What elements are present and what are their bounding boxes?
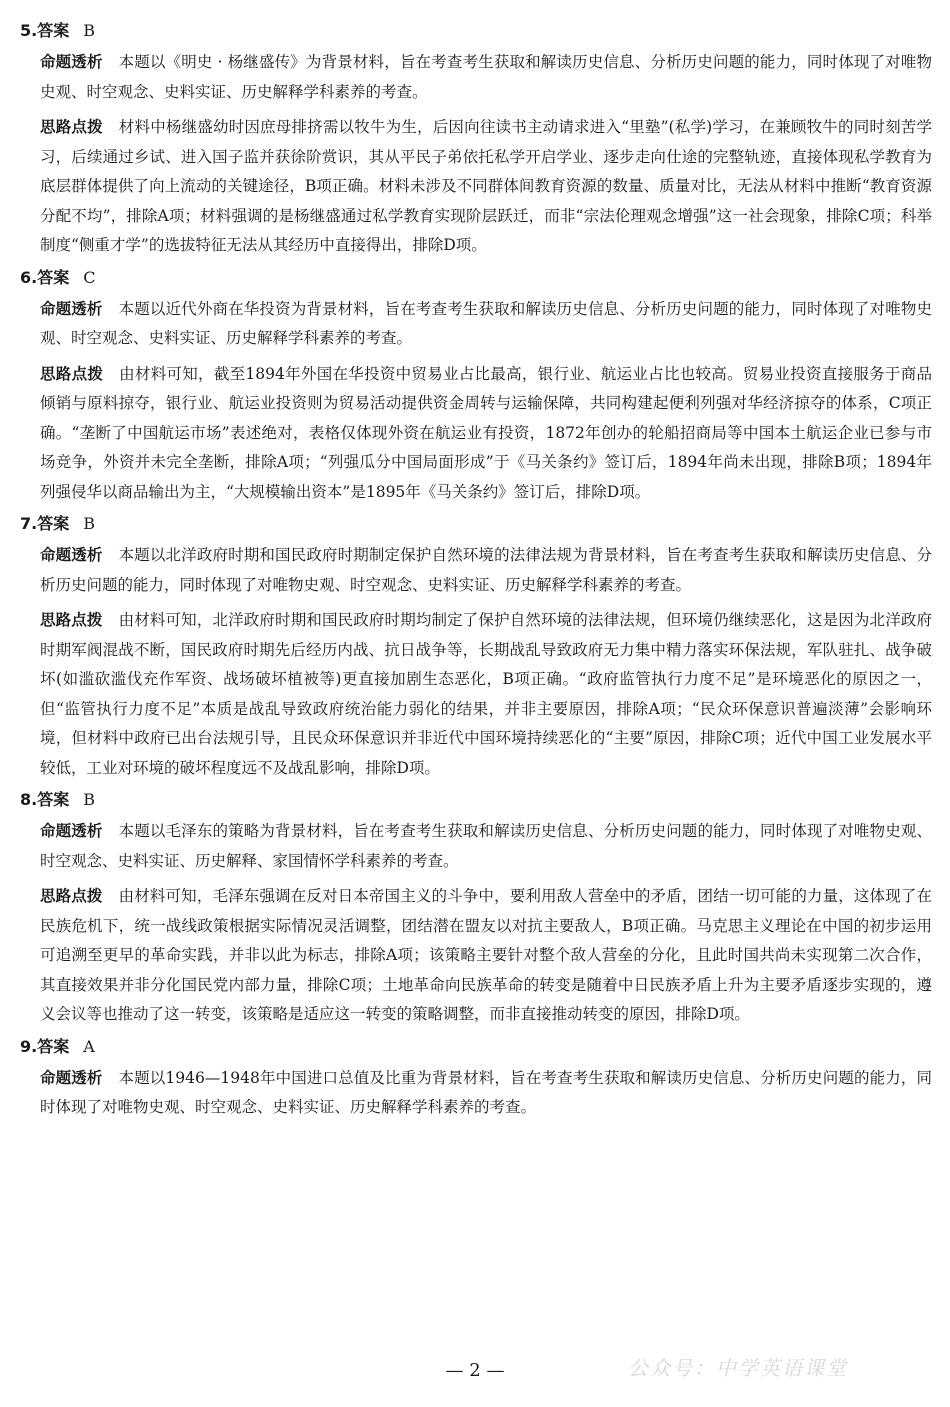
question-8 bbox=[20, 789, 932, 1030]
answer-label: 答案 bbox=[37, 267, 70, 287]
hint-paragraph bbox=[20, 113, 932, 261]
hint-label: 思路点拨 bbox=[40, 118, 103, 136]
hint-text: 由材料可知，截至1894年外国在华投资中贸易业占比最高，银行业、航运业占比也较高。贸易业投资直接服务于商品倾销与原料掠夺，银行业、航运业投资则为贸易活动提供资金周转与运输保障，共同构建起便利列强对华经济掠夺的体系，C项正确。“垄断了中国航运市场”表述绝对，表格仅体现外资在航运业有投资，1872年创办的轮船招商局等中国本土航运企业已参与市场竞争，外资并未完全垄断，排除A项；“列强瓜分中国局面形成”于《马关条约》签订后，1894年尚未出现，排除B项；1894年列强侵华以商品输出为主，“大规模输出资本”是1895年《马关条约》签订后，排除D项。 bbox=[40, 364, 932, 501]
answer-letter: B bbox=[83, 514, 95, 533]
analysis-paragraph bbox=[20, 295, 932, 354]
question-number: 9. bbox=[20, 1036, 38, 1056]
answer-letter: A bbox=[83, 1036, 95, 1056]
hint-label: 思路点拨 bbox=[40, 887, 103, 905]
analysis-paragraph bbox=[20, 541, 932, 600]
hint-text: 材料中杨继盛幼时因庶母排挤需以牧牛为生，后因向往读书主动请求进入“里塾”(私学)学习，在兼顾牧牛的同时刻苦学习，后续通过乡试、进入国子监并获徐阶赏识，其从平民子弟依托私学开启学业、逐步走向仕途的完整轨迹，直接体现私学教育为底层群体提供了向上流动的关键途径，B项正确。材料未涉及不同群体间教育资源的数量、质量对比，无法从材料中推断“教育资源分配不均”，排除A项；材料强调的是杨继盛通过私学教育实现阶层跃迁，而非“宗法伦理观念增强”这一社会现象，排除C项；科举制度“侧重才学”的选拔特征无法从其经历中直接得出，排除D项。 bbox=[40, 118, 932, 254]
analysis-paragraph bbox=[20, 817, 932, 876]
answer-line bbox=[20, 513, 932, 535]
answer-line bbox=[20, 267, 932, 289]
question-6 bbox=[20, 267, 932, 508]
answer-label: 答案 bbox=[37, 21, 70, 40]
analysis-text: 本题以《明史 · 杨继盛传》为背景材料，旨在考查考生获取和解读历史信息、分析历史问题的能力，同时体现了对唯物史观、时空观念、史料实证、历史解释学科素养的考查。 bbox=[40, 53, 932, 101]
hint-paragraph bbox=[20, 882, 932, 1030]
answer-line bbox=[20, 20, 932, 42]
hint-text: 由材料可知，毛泽东强调在反对日本帝国主义的斗争中，要利用敌人营垒中的矛盾，团结一切可能的力量，这体现了在民族危机下，统一战线政策根据实际情况灵活调整，团结潜在盟友以对抗主要敌人，B项正确。马克思主义理论在中国的初步运用可追溯至更早的革命实践，并非以此为标志，排除A项；该策略主要针对整个敌人营垒的分化，且此时国共尚未实现第二次合作，其直接效果并非分化国民党内部力量，排除C项；土地革命向民族革命的转变是随着中日民族矛盾上升为主要矛盾逐步实现的，遵义会议等也推动了这一转变，该策略是适应这一转变的策略调整，而非直接推动转变的原因，排除D项。 bbox=[40, 887, 932, 1023]
answer-letter: B bbox=[83, 21, 95, 40]
question-number: 5. bbox=[20, 21, 38, 40]
hint-paragraph bbox=[20, 606, 932, 783]
question-5 bbox=[20, 20, 932, 261]
hint-text: 由材料可知，北洋政府时期和国民政府时期均制定了保护自然环境的法律法规，但环境仍继续恶化，这是因为北洋政府时期军阀混战不断，国民政府时期先后经历内战、抗日战争等，长期战乱导致政府无力集中精力落实环保法规，军队驻扎、战争破坏(如滥砍滥伐充作军资、战场破坏植被等)更直接加剧生态恶化，B项正确。“政府监管执行力度不足”是环境恶化的原因之一，但“监管执行力度不足”本质是战乱导致政府统治能力弱化的结果，并非主要原因，排除A项；“民众环保意识普遍淡薄”会影响环境，但材料中政府已出台法规引导，且民众环保意识并非近代中国环境持续恶化的“主要”原因，排除C项；近代中国工业发展水平较低，工业对环境的破坏程度远不及战乱影响，排除D项。 bbox=[40, 611, 932, 777]
watermark: 公众号：中学英语课堂 bbox=[628, 1356, 848, 1380]
analysis-paragraph bbox=[20, 1064, 932, 1123]
page-number: — 2 — bbox=[445, 1360, 505, 1381]
question-number: 6. bbox=[20, 267, 38, 287]
analysis-text: 本题以近代外商在华投资为背景材料，旨在考查考生获取和解读历史信息、分析历史问题的能力，同时体现了对唯物史观、时空观念、史料实证、历史解释学科素养的考查。 bbox=[40, 299, 932, 347]
answer-letter: B bbox=[83, 790, 95, 809]
answer-letter: C bbox=[83, 267, 96, 287]
question-7 bbox=[20, 513, 932, 783]
question-number: 8. bbox=[20, 790, 38, 809]
analysis-paragraph bbox=[20, 48, 932, 107]
analysis-label: 命题透析 bbox=[40, 299, 103, 318]
analysis-label: 命题透析 bbox=[40, 822, 103, 840]
answer-explanations bbox=[20, 20, 932, 1129]
analysis-label: 命题透析 bbox=[40, 1068, 103, 1087]
hint-label: 思路点拨 bbox=[40, 364, 104, 383]
analysis-text: 本题以毛泽东的策略为背景材料，旨在考查考生获取和解读历史信息、分析历史问题的能力，同时体现了对唯物史观、时空观念、史料实证、历史解释、家国情怀学科素养的考查。 bbox=[40, 822, 932, 870]
answer-label: 答案 bbox=[37, 790, 70, 809]
analysis-label: 命题透析 bbox=[40, 546, 103, 564]
answer-label: 答案 bbox=[37, 514, 70, 533]
question-number: 7. bbox=[20, 514, 38, 533]
hint-label: 思路点拨 bbox=[40, 611, 103, 629]
hint-paragraph bbox=[20, 360, 932, 508]
answer-line bbox=[20, 1036, 932, 1058]
analysis-label: 命题透析 bbox=[40, 53, 103, 71]
analysis-text: 本题以北洋政府时期和国民政府时期制定保护自然环境的法律法规为背景材料，旨在考查考生获取和解读历史信息、分析历史问题的能力，同时体现了对唯物史观、时空观念、史料实证、历史解释学科素养的考查。 bbox=[40, 546, 932, 594]
analysis-text: 本题以1946—1948年中国进口总值及比重为背景材料，旨在考查考生获取和解读历史信息、分析历史问题的能力，同时体现了对唯物史观、时空观念、史料实证、历史解释学科素养的考查。 bbox=[40, 1068, 932, 1116]
answer-label: 答案 bbox=[37, 1036, 70, 1056]
answer-line bbox=[20, 789, 932, 811]
question-9 bbox=[20, 1036, 932, 1123]
